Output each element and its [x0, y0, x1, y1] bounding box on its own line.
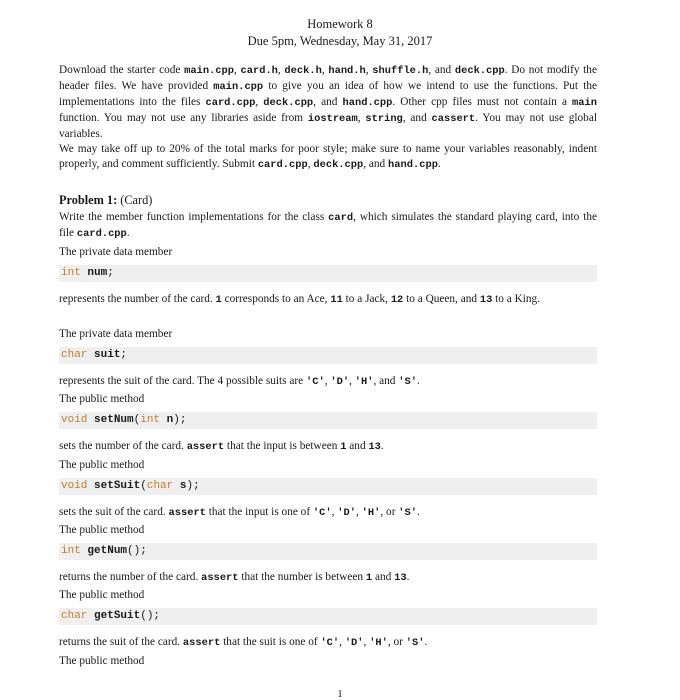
code-term: 1: [215, 294, 222, 306]
text-run: .: [406, 571, 410, 583]
text-run: We may take off up to 20% of the total marks for poor style; make sure to name your variables reasonably, indent properly, and comment sufficiently. Submit: [59, 143, 597, 170]
code-term: assert: [168, 507, 206, 519]
code-line-getsuit: [59, 608, 597, 625]
text-run: ,: [349, 375, 355, 387]
text-run: to a Jack,: [342, 293, 391, 305]
code-keyword: char: [61, 610, 88, 622]
code-identifier: n: [166, 414, 174, 426]
code-punctuation: ;: [120, 349, 128, 361]
text-run: .: [424, 636, 428, 648]
text-run: to a Queen, and: [403, 293, 480, 305]
code-term: 1: [340, 441, 347, 453]
problem-description: [59, 210, 597, 242]
code-term: card.cpp: [257, 159, 308, 171]
text-run: , and: [373, 375, 399, 387]
text-run: ,: [363, 636, 370, 648]
text-run: that the input is between: [224, 440, 341, 452]
label-public-method-3: The public method: [59, 524, 145, 536]
code-term: main.cpp: [184, 65, 234, 77]
code-punctuation: ();: [127, 545, 147, 557]
text-run: ,: [339, 636, 345, 648]
desc-getsuit: [59, 635, 597, 651]
code-term: card.cpp: [205, 97, 256, 109]
code-term: 'C': [312, 507, 332, 519]
text-run: , which simulates the standard playing card, into the file: [59, 211, 597, 239]
text-run: ,: [321, 64, 329, 76]
text-run: .: [380, 440, 384, 452]
text-run: represents the suit of the card. The 4 possible suits are: [59, 375, 307, 387]
code-term: 1: [365, 572, 373, 584]
code-term: main.cpp: [213, 81, 264, 93]
problem-name: (Card): [120, 193, 153, 207]
code-identifier: getNum: [87, 545, 128, 557]
code-punctuation: (: [140, 480, 147, 492]
code-line-setsuit: [59, 478, 597, 495]
text-run: ,: [277, 64, 285, 76]
desc-num: [59, 292, 597, 308]
text-run: Write the member function implementations for the class: [59, 211, 329, 223]
code-term: card.h: [240, 65, 278, 77]
code-term: 'S': [398, 507, 417, 519]
code-term: shuffle.h: [372, 65, 429, 77]
code-term: 12: [390, 294, 404, 306]
text-run: sets the number of the card.: [59, 440, 187, 452]
text-run: .: [417, 506, 420, 518]
code-identifier: setSuit: [94, 480, 141, 492]
code-identifier: s: [179, 480, 187, 492]
text-run: to a King.: [492, 293, 541, 305]
code-keyword: char: [146, 480, 174, 492]
code-term: 13: [368, 441, 381, 453]
text-run: ,: [324, 375, 331, 387]
text-run: ,: [356, 506, 362, 518]
text-run: ,: [331, 506, 338, 518]
code-identifier: getSuit: [94, 610, 141, 622]
text-run: that the suit is one of: [220, 636, 321, 648]
code-term: deck.cpp: [263, 97, 314, 109]
desc-suit: [59, 374, 597, 390]
code-line-num: [59, 265, 597, 282]
text-run: that the number is between: [238, 571, 366, 583]
text-run: function. You may not use any libraries aside from: [59, 112, 308, 124]
code-keyword: int: [61, 545, 81, 557]
text-run: , and: [313, 96, 343, 108]
intro-paragraph-1: [59, 63, 597, 142]
label-public-method-4: The public method: [59, 589, 145, 601]
code-keyword: char: [61, 349, 88, 361]
code-identifier: num: [87, 267, 108, 279]
code-keyword: int: [140, 414, 161, 426]
code-term: 'S': [398, 376, 417, 388]
code-term: assert: [186, 441, 225, 453]
code-term: cassert: [431, 113, 476, 125]
code-punctuation: ();: [140, 610, 161, 622]
code-punctuation: );: [186, 480, 200, 492]
intro-paragraph-2: [59, 142, 597, 173]
label-private-member-2: The private data member: [59, 328, 173, 340]
code-punctuation: );: [173, 414, 187, 426]
problem-label: Problem 1:: [59, 193, 118, 207]
desc-getnum: [59, 570, 597, 586]
text-run: .: [437, 158, 441, 170]
code-term: 'H': [354, 376, 374, 388]
code-term: string: [365, 113, 403, 125]
code-identifier: setNum: [94, 414, 134, 426]
intro-section: [59, 63, 597, 173]
label-private-member-1: The private data member: [59, 246, 173, 258]
text-run: .: [417, 375, 420, 387]
code-term: 'C': [306, 376, 325, 388]
code-keyword: void: [61, 414, 88, 426]
code-term: 'D': [337, 507, 357, 519]
text-run: , and: [402, 112, 432, 124]
doc-title: Homework 8: [307, 17, 373, 31]
code-identifier: suit: [94, 349, 121, 361]
doc-due-date: Due 5pm, Wednesday, May 31, 2017: [247, 34, 433, 48]
text-run: sets the suit of the card.: [59, 506, 169, 518]
code-term: 'D': [330, 376, 350, 388]
text-run: , and: [428, 64, 455, 76]
text-run: corresponds to an Ace,: [221, 293, 331, 305]
problem-heading: [59, 193, 597, 208]
label-public-method-5: The public method: [59, 655, 145, 667]
code-term: 'D': [344, 637, 364, 649]
code-term: hand.cpp: [342, 97, 393, 109]
text-run: Download the starter code: [59, 64, 185, 76]
text-run: represents the number of the card.: [59, 293, 216, 305]
code-keyword: void: [61, 480, 88, 492]
code-term: 13: [394, 572, 407, 584]
code-term: deck.cpp: [313, 159, 364, 171]
label-public-method-1: The public method: [59, 393, 145, 405]
code-term: 'H': [369, 637, 388, 649]
desc-setsuit: [59, 505, 597, 521]
text-run: to give you an idea of how we intend to use the functions. Put the implementations into the files: [59, 80, 597, 108]
text-run: that the input is one of: [205, 506, 313, 518]
code-punctuation: (: [133, 414, 141, 426]
code-term: 13: [479, 294, 493, 306]
text-run: , or: [380, 506, 399, 518]
code-term: assert: [182, 637, 221, 649]
text-run: . Do not modify the header files. We have provided: [59, 64, 597, 92]
text-run: ,: [234, 64, 241, 76]
text-run: returns the number of the card.: [59, 571, 202, 583]
desc-setnum: [59, 439, 597, 455]
code-term: hand.h: [328, 65, 366, 77]
text-run: ,: [307, 158, 314, 170]
code-term: 'S': [405, 637, 425, 649]
page-number: 1: [337, 688, 343, 700]
text-run: ,: [365, 64, 373, 76]
code-term: assert: [201, 572, 239, 584]
code-line-setnum: [59, 412, 597, 429]
code-line-suit: [59, 347, 597, 364]
code-term: 'C': [320, 637, 340, 649]
code-punctuation: ;: [107, 267, 114, 279]
code-term: 11: [330, 294, 343, 306]
code-term: card.cpp: [76, 228, 127, 240]
code-term: main: [572, 97, 597, 109]
text-run: .: [126, 227, 130, 239]
code-term: deck.h: [284, 65, 322, 77]
text-run: . You may not use global variables.: [59, 112, 597, 140]
text-run: returns the suit of the card.: [59, 636, 183, 648]
code-term: 'H': [361, 507, 381, 519]
code-term: iostream: [307, 113, 358, 125]
text-run: , and: [363, 158, 389, 170]
text-run: and: [372, 571, 395, 583]
text-run: . Other cpp files must not contain a: [392, 96, 573, 108]
text-run: ,: [357, 112, 366, 124]
label-public-method-2: The public method: [59, 459, 145, 471]
code-term: deck.cpp: [454, 65, 505, 77]
text-run: and: [346, 440, 369, 452]
code-keyword: int: [61, 267, 81, 279]
text-run: , or: [387, 636, 406, 648]
text-run: ,: [255, 96, 264, 108]
code-term: card: [328, 212, 354, 224]
code-term: hand.cpp: [388, 159, 438, 171]
code-line-getnum: [59, 543, 597, 560]
